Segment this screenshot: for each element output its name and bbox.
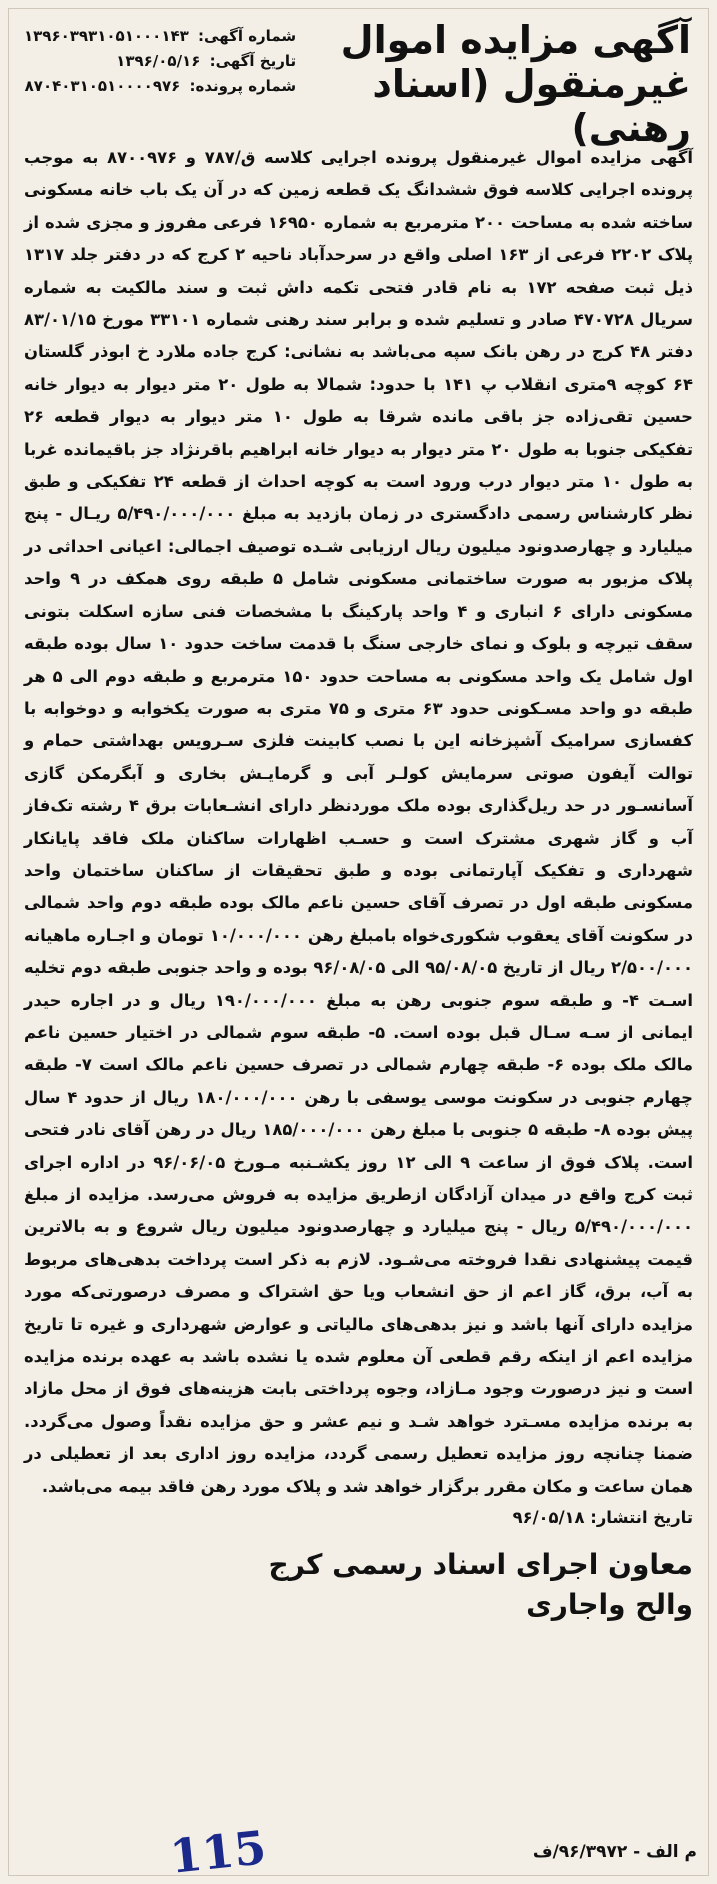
signature-block bbox=[20, 1545, 697, 1625]
notice-footer bbox=[20, 1820, 697, 1884]
notice-number-row bbox=[24, 24, 296, 49]
publication-date-row bbox=[20, 1503, 697, 1533]
notice-date-row bbox=[24, 49, 296, 74]
case-number-label: شماره پرونده: bbox=[189, 77, 297, 95]
signature-name: والح واجاری bbox=[526, 1588, 693, 1622]
notice-date-value: ۱۳۹۶/۰۵/۱۶ bbox=[116, 52, 201, 70]
notice-number-label: شماره آگهی: bbox=[198, 27, 297, 45]
notice-date-label: تاریخ آگهی: bbox=[209, 52, 297, 70]
publication-date-value: ۹۶/۰۵/۱۸ bbox=[512, 1508, 585, 1528]
notice-meta bbox=[20, 18, 296, 99]
notice-header bbox=[20, 18, 697, 150]
case-number-value: ۸۷۰۴۰۳۱۰۵۱۰۰۰۰۹۷۶ bbox=[24, 77, 181, 95]
notice-body-paragraph: آگهی مزایده اموال غیرمنقول پرونده اجرایی کلاسه ق/۷۸۷ و ۸۷۰۰۹۷۶ به موجب پرونده اجرایی کلاسه فوق ششدانگ یک قطعه زمین که در آن یک باب خانه مسکونی ساخته شده به مساحت ۲۰۰ مترمربع به شماره ۱۶۹۵۰ فرعی مفروز و مجزی شده از پلاک ۲۲۰۲ فرعی از ۱۶۳ اصلی واقع در سرحدآباد ناحیه ۲ کرج که در دفتر جلد ۱۳۱۷ ذیل ثبت صفحه ۱۷۲ به نام قادر فتحی تکمه داش ثبت و سند مالکیت به شماره سریال ۴۷۰۷۲۸ صادر و تسلیم شده و برابر سند رهنی شماره ۳۳۱۰۱ مورخ ۸۳/۰۱/۱۵ دفتر ۴۸ کرج در رهن بانک سپه می‌باشد به نشانی: کرج جاده ملارد خ ابوذر گلستان ۶۴ کوچه ۹متری انقلاب پ ۱۴۱ با حدود: شمالا به طول ۲۰ متر دیوار به دیوار خانه حسین تقی‌زاده جز باقی مانده شرقا به طول ۱۰ متر دیوار به دیوار قطعه ۲۶ تفکیکی جنوبا به طول ۲۰ متر دیوار به دیوار خانه ابراهیم باقرنژاد جز باقیمانده غربا به طول ۱۰ متر دیوار درب ورود است به کوچه احداث از قطعه ۲۴ تفکیکی و طبق نظر کارشناس رسمی دادگستری در زمان بازدید به مبلغ ۵/۴۹۰/۰۰۰/۰۰۰ ریـال - پنج میلیارد و چهارصدونود میلیون ریال ارزیابی شـده توصیف اجمالی: اعیانی احداثی در پلاک مزبور به صورت ساختمانی مسکونی شامل ۵ طبقه روی همکف در ۹ واحد مسکونی دارای ۶ انباری و ۴ واحد پارکینگ با مشخصات فنی سازه اسکلت بتونی سقف تیرچه و بلوک و نمای خارجی سنگ با قدمت ساخت حدود ۱۰ سال بوده طبقه اول شامل یک واحد مسکونی به مساحت حدود ۱۵۰ مترمربع و طبقه دوم الی ۵ هر طبقه دو واحد مسـکونی حدود ۶۳ متری و ۷۵ متری به صورت یکخوابه و دوخوابه با کفسازی سرامیک آشپزخانه این با نصب کابینت فلزی سـرویس بهداشتی حمام و توالت آیفون صوتی سرمایش کولـر آبی و گرمایـش بخاری و آبگرمکن گازی آسانسـور در حد ریل‌گذاری بوده ملک موردنظر دارای انشـعابات برق ۴ رشته تک‌فاز آب و گاز شهری مشترک است و حسـب اظهارات ساکنان ملک فاقد پایانکار شهرداری و تفکیک آپارتمانی بوده و طبق تحقیقات از ساکنان ساختمان واحد مسکونی طبقه اول در تصرف آقای حسین ناعم مالک بوده طبقه دوم واحد شمالی در سکونت آقای یعقوب شکوری‌خواه بامبلغ رهن ۱۰/۰۰۰/۰۰۰ تومان و اجـاره ماهیانه ۲/۵۰۰/۰۰۰ ریال از تاریخ ۹۵/۰۸/۰۵ الی ۹۶/۰۸/۰۵ بوده و واحد جنوبی طبقه دوم تخلیه اسـت ۴- و طبقه سوم جنوبی رهن به مبلغ ۱۹۰/۰۰۰/۰۰۰ ریال و در اجاره حیدر ایمانی از سـه سـال قبل بوده است. ۵- طبقه سوم شمالی در اختیار حسین ناعم مالک ملک بوده ۶- طبقه چهارم شمالی در تصرف حسین ناعم مالک است ۷- طبقه چهارم جنوبی در سکونت موسی یوسفی با رهن ۱۸۰/۰۰۰/۰۰۰ ریال از حدود ۴ سال پیش بوده ۸- طبقه ۵ جنوبی با مبلغ رهن ۱۸۵/۰۰۰/۰۰۰ ریال در رهن آقای نادر فتحی است. پلاک فوق از ساعت ۹ الی ۱۲ روز یکشـنبه مـورخ ۹۶/۰۶/۰۵ در اداره اجرای ثبت کرج واقع در میدان آزادگان ازطریق مزایده به فروش می‌رسد. مزایده از مبلغ ۵/۴۹۰/۰۰۰/۰۰۰ ریال - پنج میلیارد و چهارصدونود میلیون ریال شروع و به بالاترین قیمت پیشنهادی نقدا فروخته می‌شـود. لازم به ذکر است پرداخت بدهی‌های مربوط به آب، برق، گاز اعم از حق انشعاب ویا حق اشتراک و مصرف درصورتی‌که مورد مزایده دارای آنها باشد و نیز بدهی‌های مالیاتی و عوارض شهرداری و غیره تا تاریخ مزایده اعم از اینکه رقم قطعی آن معلوم شده یا نشده باشد به عهده برنده مزایده است و نیز درصورت وجود مـازاد، وجوه پرداختی بابت هزینه‌های فوق از محل مازاد به برنده مزایده مسـترد خواهد شـد و نیم عشر و حق مزایده نقداً وصول می‌گردد. ضمنا چنانچه روز مزایده تعطیل رسمی گردد، مزایده روز اداری بعد از تعطیلی در همان ساعت و مکان مقرر برگزار خواهد شد و پلاک مورد رهن فاقد بیمه می‌باشد. bbox=[24, 148, 694, 1496]
notice-number-value: ۱۳۹۶۰۳۹۳۱۰۵۱۰۰۰۱۴۳ bbox=[24, 27, 189, 45]
notice-title-line-1: آگهی مزایده اموال bbox=[340, 18, 691, 62]
signature-title: معاون اجرای اسناد رسمی کرج bbox=[268, 1548, 693, 1582]
footer-reference-code: م الف - ۹۶/۳۹۷۲/ف bbox=[532, 1842, 697, 1862]
notice-title-line-2: غیرمنقول (اسناد رهنی) bbox=[372, 62, 691, 150]
handwritten-mark: 115 bbox=[167, 1820, 269, 1884]
publication-date-label: تاریخ انتشار: bbox=[590, 1508, 693, 1528]
case-number-row bbox=[24, 74, 296, 99]
notice-title-block bbox=[296, 18, 697, 150]
notice-body bbox=[20, 142, 697, 1503]
